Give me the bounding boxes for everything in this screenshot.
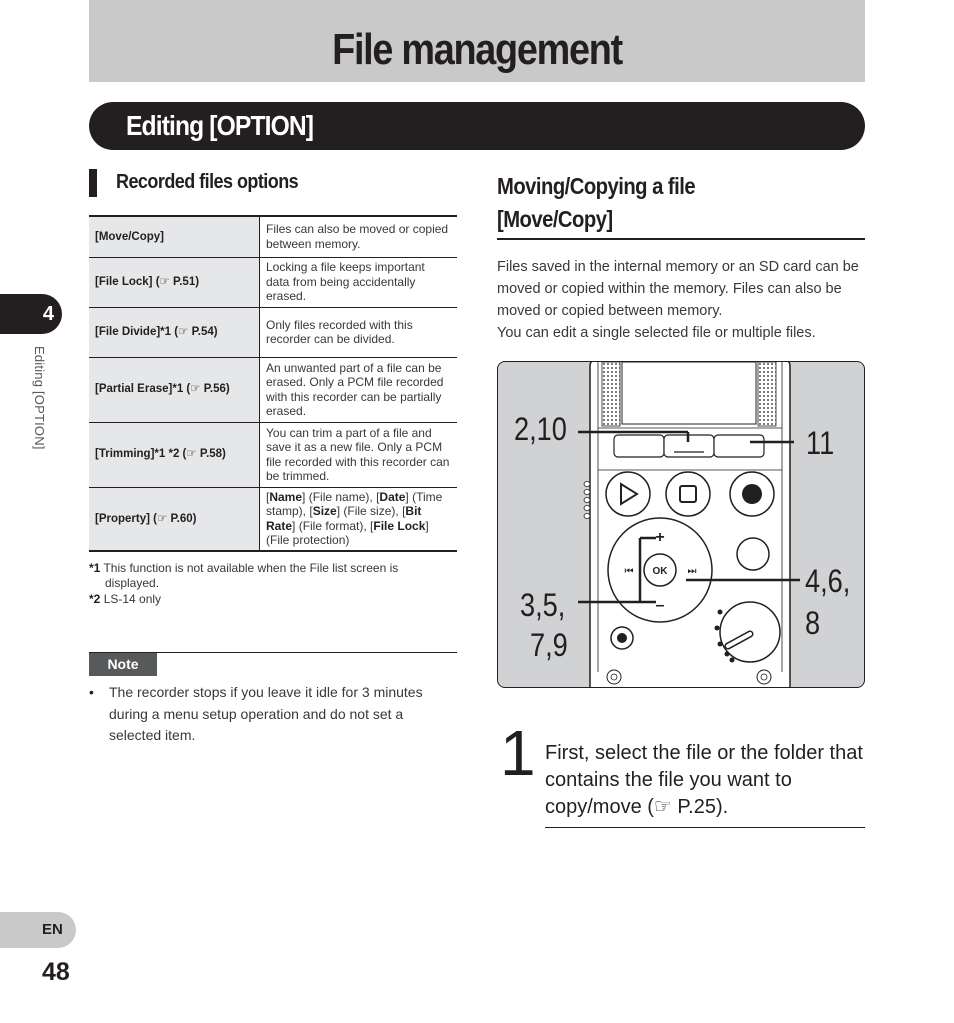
option-name: [Move/Copy] bbox=[89, 216, 260, 257]
step-text: First, select the file or the folder that contains the file you want to copy/move (☞ P.25). bbox=[545, 742, 863, 818]
step-rule bbox=[545, 827, 865, 828]
next-icon: ⏭ bbox=[687, 566, 697, 577]
options-heading: Recorded files options bbox=[116, 171, 299, 193]
subheading-marker bbox=[89, 169, 97, 197]
page-title: File management bbox=[332, 25, 622, 74]
footnote-mark: *1 bbox=[89, 561, 101, 575]
chapter-side-label: Editing [OPTION] bbox=[32, 346, 47, 450]
table-row bbox=[89, 487, 457, 551]
section-title: Editing [OPTION] bbox=[126, 110, 314, 141]
menu-button bbox=[737, 538, 769, 570]
footnote-text: LS-14 only bbox=[103, 592, 162, 606]
footnote-1 bbox=[89, 561, 445, 591]
chapter-number: 4 bbox=[42, 303, 54, 325]
callout-11: 11 bbox=[806, 425, 835, 461]
option-name: [File Divide]*1 (☞ P.54) bbox=[89, 307, 260, 357]
page-number: 48 bbox=[42, 958, 70, 986]
option-description: Files can also be moved or copied between memory. bbox=[260, 216, 458, 257]
callout-7-9: 7,9 bbox=[530, 627, 568, 663]
table-row bbox=[89, 422, 457, 487]
heading-rule bbox=[497, 238, 865, 240]
stop-button bbox=[666, 472, 710, 516]
option-name: [Partial Erase]*1 (☞ P.56) bbox=[89, 357, 260, 422]
table-row bbox=[89, 216, 457, 257]
speaker-grille-right bbox=[758, 362, 776, 426]
move-heading-line2: [Move/Copy] bbox=[497, 206, 613, 232]
footnote-text: This function is not available when the File list screen is displayed. bbox=[103, 561, 399, 590]
option-name: [File Lock] (☞ P.51) bbox=[89, 257, 260, 307]
previous-icon: ⏮ bbox=[624, 566, 634, 577]
step-number: 1 bbox=[500, 717, 536, 789]
callout-4-6: 4,6, bbox=[805, 563, 851, 599]
plus-icon: + bbox=[655, 529, 665, 546]
function-button-right bbox=[714, 435, 764, 457]
option-description: You can trim a part of a file and save it as a new file. Only a PCM file recorded with this recorder can be trimmed. bbox=[260, 422, 458, 487]
option-name: [Property] (☞ P.60) bbox=[89, 487, 260, 551]
callout-3-5: 3,5, bbox=[520, 587, 566, 623]
option-description: Locking a file keeps important data from being accidentally erased. bbox=[260, 257, 458, 307]
note-text: The recorder stops if you leave it idle for 3 minutes during a menu setup operation and do not set a selected item. bbox=[109, 684, 423, 743]
play-button bbox=[606, 472, 650, 516]
footnote-mark: *2 bbox=[89, 592, 101, 606]
option-name: [Trimming]*1 *2 (☞ P.58) bbox=[89, 422, 260, 487]
table-row bbox=[89, 307, 457, 357]
table-row bbox=[89, 257, 457, 307]
option-description: [Name] (File name), [Date] (Time stamp), [Size] (File size), [Bit Rate] (File format), [File Lock] (File protection) bbox=[260, 487, 458, 551]
footnote-2 bbox=[89, 592, 161, 607]
display-screen bbox=[622, 362, 756, 424]
function-button-left bbox=[614, 435, 664, 457]
minus-icon: – bbox=[655, 597, 665, 614]
intro-text-2: You can edit a single selected file or multiple files. bbox=[497, 325, 816, 341]
note-bullet: • bbox=[89, 684, 94, 700]
options-table bbox=[89, 215, 457, 552]
move-copy-heading bbox=[497, 170, 865, 236]
table-row bbox=[89, 357, 457, 422]
language-label: EN bbox=[42, 921, 63, 938]
intro-text: Files saved in the internal memory or an SD card can be moved or copied within the memory. Files can also be moved or copied between memory. bbox=[497, 259, 859, 319]
option-description: An unwanted part of a file can be erased. Only a PCM file recorded with this recorder can be partially erased. bbox=[260, 357, 458, 422]
note-label: Note bbox=[89, 653, 157, 676]
option-description: Only files recorded with this recorder can be divided. bbox=[260, 307, 458, 357]
language-tab bbox=[0, 912, 76, 948]
intro-paragraph bbox=[497, 256, 867, 344]
ok-label: OK bbox=[652, 566, 668, 577]
speaker-grille-left bbox=[602, 362, 620, 426]
record-icon bbox=[742, 484, 762, 504]
callout-2-10: 2,10 bbox=[514, 411, 567, 447]
callout-8: 8 bbox=[805, 605, 821, 641]
move-heading-line1: Moving/Copying a file bbox=[497, 173, 696, 199]
